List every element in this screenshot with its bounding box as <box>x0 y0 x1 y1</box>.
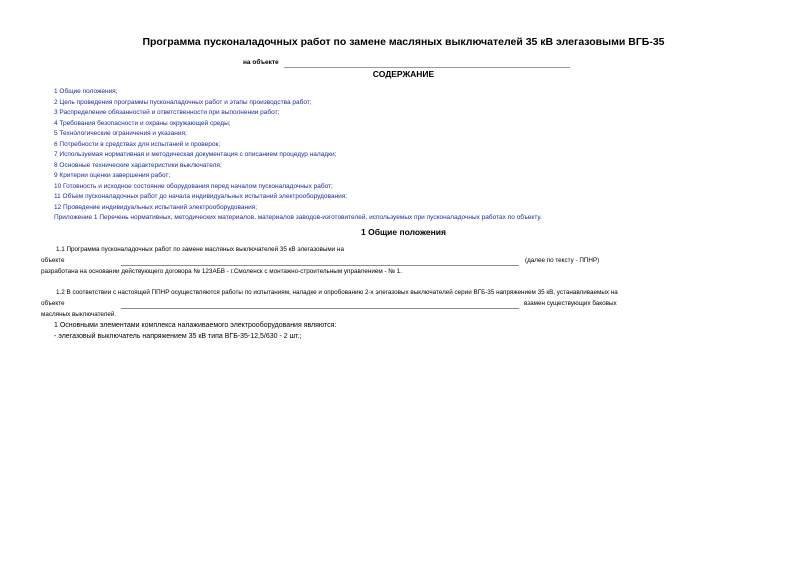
toc-item-5[interactable]: 5 Технологические ограничения и указания; <box>54 130 187 137</box>
toc-item-4[interactable]: 4 Требования безопасности и охраны окружающей среды; <box>54 120 231 127</box>
section-1-heading: 1 Общие положения <box>361 227 446 237</box>
toc-item-2[interactable]: 2 Цель проведения программы пусконаладочных работ и этапы производства работ; <box>54 99 312 106</box>
paragraph-1-1-object-label: объекте <box>41 257 65 264</box>
toc-item-9[interactable]: 9 Критерии оценки завершения работ; <box>54 172 171 179</box>
toc-item-3[interactable]: 3 Распределение обязанностей и ответственности при выполнении работ; <box>54 109 280 116</box>
toc-item-7[interactable]: 7 Используемая нормативная и методическая документация с описанием процедур наладки; <box>54 151 337 158</box>
paragraph-1-1: 1.1 Программа пусконаладочных работ по замене масляных выключателей 35 кВ элегазовыми на <box>56 246 344 253</box>
paragraph-1-2-continuation: масляных выключателей. <box>41 311 117 318</box>
paragraph-1-2-object-label: объекте <box>41 300 65 307</box>
toc-item-1[interactable]: 1 Общие положения; <box>54 88 118 95</box>
paragraph-1-1-basis: разработана на основании действующего договора № 123АБВ - г.Смоленск с монтажно-строительным управлением - № 1. <box>41 268 403 275</box>
object-underline <box>284 67 570 68</box>
toc-item-12[interactable]: 12 Проведение индивидуальных испытаний электрооборудования; <box>54 204 258 211</box>
contents-heading: СОДЕРЖАНИЕ <box>372 69 435 79</box>
paragraph-1-2: 1.2 В соответствии с настоящей ППНР осуществляются работы по испытаниям, наладке и опробованию 2-х элегазовых выключателей серии ВГБ-35 напряжением 35 кВ, устанавливаемых на <box>56 289 618 296</box>
toc-item-6[interactable]: 6 Потребности в средствах для испытаний и проверок; <box>54 141 221 148</box>
equipment-elements-intro: 1 Основными элементами комплекса налаживаемого электрооборудования являются: <box>54 322 337 329</box>
toc-item-appendix-1[interactable]: Приложение 1 Перечень нормативных, методических материалов, материалов заводов-изготовителей, используемых при пусконаладочных работах по объекту. <box>54 214 542 221</box>
equipment-list-item: - элегазовый выключатель напряжением 35 кВ типа ВГБ-35-12,5/630 - 2 шт.; <box>54 333 302 340</box>
toc-item-8[interactable]: 8 Основные технические характеристики выключателя; <box>54 162 222 169</box>
toc-item-11[interactable]: 11 Объем пусконаладочных работ до начала индивидуальных испытаний электрооборудования; <box>54 193 348 200</box>
document-title: Программа пусконаладочных работ по замене масляных выключателей 35 кВ элегазовыми ВГБ-35 <box>142 36 665 48</box>
paragraph-1-1-suffix: (далее по тексту - ППНР) <box>525 257 600 264</box>
object-label: на объекте <box>243 59 279 66</box>
paragraph-1-2-object-underline <box>121 308 519 309</box>
toc-item-10[interactable]: 10 Готовность и исходное состояние оборудования перед началом пусконаладочных работ; <box>54 183 333 190</box>
paragraph-1-1-object-underline <box>121 265 519 266</box>
paragraph-1-2-suffix: взамен существующих баковых <box>524 300 617 307</box>
